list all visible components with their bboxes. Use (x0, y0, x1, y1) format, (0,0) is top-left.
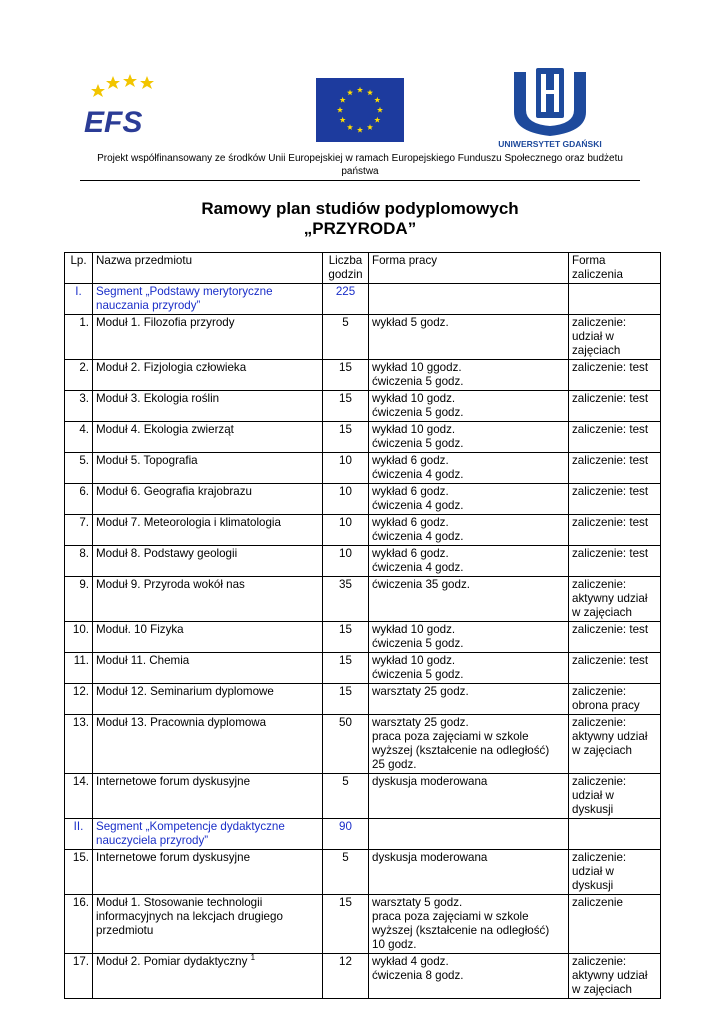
row-name-text: Moduł 4. Ekologia zwierząt (96, 423, 234, 436)
row-credit-line: zaliczenie: test (572, 423, 649, 436)
row-name (93, 577, 323, 622)
row-form-line: praca poza zajęciami w szkole (372, 910, 529, 923)
study-plan-table (64, 252, 661, 999)
row-hours: 10 (323, 546, 369, 577)
row-credit-line: dyskusji (572, 879, 614, 892)
segment-name: Segment „Podstawy merytoryczne nauczania przyrody” (93, 284, 323, 315)
row-name-text: Moduł 1. Stosowanie technologii informacyjnych na lekcjach drugiego przedmiotu (96, 896, 283, 937)
header-credit: Forma zaliczenia (569, 253, 661, 284)
page-title (80, 199, 640, 239)
row-form (369, 850, 569, 895)
row-credit-line: dyskusji (572, 803, 614, 816)
row-credit (569, 684, 661, 715)
row-credit (569, 622, 661, 653)
row-hours: 15 (323, 684, 369, 715)
header-lp: Lp. (65, 253, 93, 284)
row-name-text: Internetowe forum dyskusyjne (96, 851, 251, 864)
table-row (65, 774, 661, 819)
row-form (369, 315, 569, 360)
row-form-line: warsztaty 5 godz. (372, 896, 463, 909)
row-name (93, 954, 323, 999)
row-credit (569, 484, 661, 515)
row-form-line: wyższej (kształcenie na odległość) (372, 924, 550, 937)
row-credit (569, 774, 661, 819)
row-credit-line: zaliczenie: test (572, 392, 649, 405)
row-hours: 10 (323, 453, 369, 484)
row-lp: 6. (65, 484, 93, 515)
row-credit-line: w zajęciach (572, 744, 632, 757)
row-credit (569, 453, 661, 484)
row-hours: 50 (323, 715, 369, 774)
row-name (93, 850, 323, 895)
table-row (65, 577, 661, 622)
row-form (369, 484, 569, 515)
row-credit (569, 577, 661, 622)
row-name (93, 774, 323, 819)
row-credit (569, 850, 661, 895)
row-form-line: wykład 6 godz. (372, 454, 449, 467)
row-credit-line: udział w (572, 789, 614, 802)
row-form-line: wykład 10 ggodz. (372, 361, 462, 374)
row-form-line: wykład 10 godz. (372, 423, 456, 436)
table-row (65, 895, 661, 954)
row-credit-line: zaliczenie: (572, 316, 627, 329)
efs-stars-icon (91, 74, 154, 97)
row-credit (569, 315, 661, 360)
row-form (369, 715, 569, 774)
row-credit (569, 954, 661, 999)
row-lp: 8. (65, 546, 93, 577)
row-name-text: Moduł 6. Geografia krajobrazu (96, 485, 252, 498)
efs-logo-text: EFS (84, 106, 143, 139)
row-hours: 5 (323, 315, 369, 360)
row-lp: 5. (65, 453, 93, 484)
row-name-text: Moduł 13. Pracownia dyplomowa (96, 716, 267, 729)
segment-hours: 90 (323, 819, 369, 850)
title-line-2: „PRZYRODA” (303, 219, 417, 238)
header-form: Forma pracy (369, 253, 569, 284)
ug-logo (490, 66, 610, 150)
row-name (93, 515, 323, 546)
row-name-text: Internetowe forum dyskusyjne (96, 775, 251, 788)
row-form (369, 422, 569, 453)
row-name (93, 391, 323, 422)
row-credit-line: zaliczenie: test (572, 454, 649, 467)
row-credit-line: zaliczenie: (572, 955, 627, 968)
row-form (369, 453, 569, 484)
row-credit-line: w zajęciach (572, 606, 632, 619)
table-row (65, 484, 661, 515)
row-form (369, 622, 569, 653)
row-name (93, 546, 323, 577)
table-row (65, 622, 661, 653)
row-name-text: Moduł 12. Seminarium dyplomowe (96, 685, 274, 698)
row-form-line: warsztaty 25 godz. (372, 716, 469, 729)
row-hours: 5 (323, 774, 369, 819)
ug-logo-text: UNIWERSYTET GDAŃSKI (498, 139, 602, 149)
row-credit-line: zaliczenie: test (572, 516, 649, 529)
row-name-text: Moduł 8. Podstawy geologii (96, 547, 238, 560)
row-hours: 15 (323, 895, 369, 954)
row-lp: 1. (65, 315, 93, 360)
segment-lp: I. (65, 284, 93, 315)
row-form (369, 360, 569, 391)
row-name-text: Moduł. 10 Fizyka (96, 623, 184, 636)
segment-credit-empty (569, 284, 661, 315)
row-form-line: ćwiczenia 4 godz. (372, 530, 464, 543)
row-form (369, 774, 569, 819)
row-credit-line: zaliczenie: test (572, 547, 649, 560)
row-lp: 3. (65, 391, 93, 422)
row-credit (569, 715, 661, 774)
row-lp: 16. (65, 895, 93, 954)
row-form-line: wyższej (kształcenie na odległość) (372, 744, 550, 757)
row-hours: 10 (323, 515, 369, 546)
row-credit-line: obrona pracy (572, 699, 640, 712)
logo-bar (80, 66, 640, 150)
row-credit-line: zaliczenie: (572, 716, 627, 729)
row-name (93, 453, 323, 484)
segment-row (65, 819, 661, 850)
row-form (369, 653, 569, 684)
row-form-line: 10 godz. (372, 938, 417, 951)
row-credit-line: zaliczenie (572, 896, 623, 909)
row-name (93, 622, 323, 653)
table-row (65, 453, 661, 484)
row-hours: 15 (323, 622, 369, 653)
row-form-line: praca poza zajęciami w szkole (372, 730, 529, 743)
row-name (93, 715, 323, 774)
row-name-text: Moduł 9. Przyroda wokół nas (96, 578, 245, 591)
row-hours: 15 (323, 653, 369, 684)
funding-note: Projekt współfinansowany ze środków Unii Europejskiej w ramach Europejskiego Funduszu Społecznego oraz budżetu państwa (80, 152, 640, 181)
row-form-line: ćwiczenia 35 godz. (372, 578, 470, 591)
row-credit (569, 653, 661, 684)
row-form-line: ćwiczenia 5 godz. (372, 437, 464, 450)
row-hours: 35 (323, 577, 369, 622)
row-name-text: Moduł 3. Ekologia roślin (96, 392, 220, 405)
row-form-line: ćwiczenia 5 godz. (372, 406, 464, 419)
table-header-row (65, 253, 661, 284)
row-credit-line: aktywny udział (572, 592, 648, 605)
row-form-line: ćwiczenia 5 godz. (372, 637, 464, 650)
row-hours: 12 (323, 954, 369, 999)
segment-row (65, 284, 661, 315)
row-credit-line: zaliczenie: test (572, 623, 649, 636)
row-name-text: Moduł 1. Filozofia przyrody (96, 316, 235, 329)
row-hours: 15 (323, 391, 369, 422)
row-hours: 15 (323, 360, 369, 391)
row-form (369, 546, 569, 577)
row-form-line: ćwiczenia 8 godz. (372, 969, 464, 982)
header-hours: Liczba godzin (323, 253, 369, 284)
row-hours: 5 (323, 850, 369, 895)
row-credit-line: udział w (572, 865, 614, 878)
row-credit-line: aktywny udział (572, 969, 648, 982)
table-row (65, 546, 661, 577)
table-row (65, 684, 661, 715)
row-lp: 17. (65, 954, 93, 999)
row-form-line: 25 godz. (372, 758, 417, 771)
row-form (369, 954, 569, 999)
row-form (369, 684, 569, 715)
row-credit-line: zaliczenie: (572, 685, 627, 698)
row-name-text: Moduł 7. Meteorologia i klimatologia (96, 516, 281, 529)
row-form-line: wykład 10 godz. (372, 654, 456, 667)
row-credit-line: zajęciach (572, 344, 621, 357)
row-name (93, 653, 323, 684)
row-credit-line: udział w (572, 330, 614, 343)
row-form (369, 895, 569, 954)
row-form-line: ćwiczenia 5 godz. (372, 375, 464, 388)
row-name (93, 895, 323, 954)
row-credit (569, 360, 661, 391)
row-credit-line: zaliczenie: test (572, 361, 649, 374)
row-form-line: wykład 10 godz. (372, 623, 456, 636)
segment-form-empty (369, 819, 569, 850)
row-form-line: ćwiczenia 4 godz. (372, 561, 464, 574)
row-form-line: ćwiczenia 4 godz. (372, 468, 464, 481)
segment-name: Segment „Kompetencje dydaktyczne nauczyciela przyrody” (93, 819, 323, 850)
ug-emblem-icon (514, 68, 586, 136)
row-form-line: wykład 6 godz. (372, 516, 449, 529)
row-credit-line: zaliczenie: test (572, 485, 649, 498)
row-credit (569, 422, 661, 453)
row-name (93, 484, 323, 515)
row-hours: 15 (323, 422, 369, 453)
row-credit (569, 391, 661, 422)
row-lp: 4. (65, 422, 93, 453)
efs-logo (80, 70, 172, 140)
eu-flag-icon (316, 78, 404, 142)
row-credit (569, 515, 661, 546)
row-credit-line: zaliczenie: (572, 851, 627, 864)
row-name-text: Moduł 2. Pomiar dydaktyczny (96, 955, 248, 968)
segment-form-empty (369, 284, 569, 315)
row-form (369, 391, 569, 422)
table-row (65, 360, 661, 391)
row-credit-line: aktywny udział (572, 730, 648, 743)
row-form-line: wykład 10 godz. (372, 392, 456, 405)
row-credit-line: zaliczenie: (572, 578, 627, 591)
row-form-line: warsztaty 25 godz. (372, 685, 469, 698)
row-credit-line: zaliczenie: (572, 775, 627, 788)
table-row (65, 653, 661, 684)
row-lp: 9. (65, 577, 93, 622)
row-form-line: wykład 6 godz. (372, 485, 449, 498)
row-form-line: dyskusja moderowana (372, 851, 488, 864)
segment-credit-empty (569, 819, 661, 850)
row-form (369, 515, 569, 546)
row-credit (569, 895, 661, 954)
row-form (369, 577, 569, 622)
row-lp: 12. (65, 684, 93, 715)
row-lp: 2. (65, 360, 93, 391)
footnote-marker: 1 (250, 953, 256, 963)
row-name (93, 684, 323, 715)
row-form-line: wykład 4 godz. (372, 955, 449, 968)
table-row (65, 515, 661, 546)
row-lp: 7. (65, 515, 93, 546)
row-credit (569, 546, 661, 577)
row-form-line: wykład 5 godz. (372, 316, 449, 329)
row-hours: 10 (323, 484, 369, 515)
row-name-text: Moduł 2. Fizjologia człowieka (96, 361, 247, 374)
table-row (65, 391, 661, 422)
table-row (65, 954, 661, 999)
row-form-line: dyskusja moderowana (372, 775, 488, 788)
row-name-text: Moduł 11. Chemia (96, 654, 190, 667)
table-row (65, 422, 661, 453)
row-credit-line: zaliczenie: test (572, 654, 649, 667)
row-form-line: wykład 6 godz. (372, 547, 449, 560)
row-name (93, 422, 323, 453)
row-lp: 11. (65, 653, 93, 684)
title-line-1: Ramowy plan studiów podyplomowych (201, 199, 519, 218)
row-name (93, 315, 323, 360)
segment-lp: II. (65, 819, 93, 850)
row-credit-line: w zajęciach (572, 983, 632, 996)
row-lp: 13. (65, 715, 93, 774)
table-row (65, 850, 661, 895)
row-form-line: ćwiczenia 5 godz. (372, 668, 464, 681)
header-name: Nazwa przedmiotu (93, 253, 323, 284)
row-lp: 15. (65, 850, 93, 895)
table-row (65, 315, 661, 360)
segment-hours: 225 (323, 284, 369, 315)
table-row (65, 715, 661, 774)
row-lp: 14. (65, 774, 93, 819)
row-name (93, 360, 323, 391)
row-name-text: Moduł 5. Topografia (96, 454, 198, 467)
row-form-line: ćwiczenia 4 godz. (372, 499, 464, 512)
row-lp: 10. (65, 622, 93, 653)
